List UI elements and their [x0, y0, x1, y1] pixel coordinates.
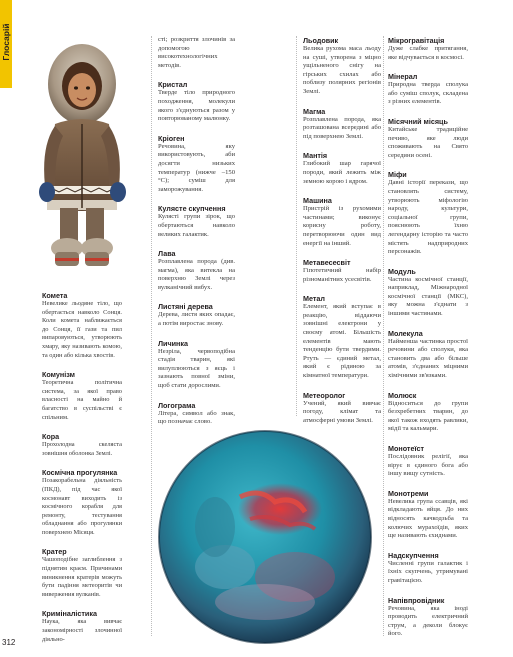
entry-definition: Невелика група ссавців, які відкладають яйця. До них відносять качкодзьба та колючих мурахоїдів, яких ще називають єхиднами.	[388, 497, 468, 540]
entry-term: Лава	[158, 249, 176, 259]
entry-term: Комунізм	[42, 370, 75, 380]
glossary-entry	[158, 302, 235, 328]
glossary-entry	[42, 609, 122, 644]
entry-term: Метал	[303, 294, 325, 304]
glossary-entry	[303, 151, 381, 186]
glossary-entry	[303, 258, 381, 284]
entry-term: Метеоролог	[303, 390, 346, 400]
glossary-entry	[388, 170, 468, 256]
entry-definition: Пристрій із рухомими частинами; виконує корисну роботу, перетворюючи один вид енергії на інший.	[303, 205, 381, 247]
entry-term: Кора	[42, 432, 60, 442]
glossary-entry	[42, 291, 122, 360]
glossary-entry	[303, 294, 381, 380]
glossary-entry	[42, 432, 122, 458]
page-number: 312	[2, 638, 16, 647]
entry-definition: Природна тверда сполука або суміш сполук, складена з різних елементів.	[388, 81, 468, 106]
glossary-entry	[158, 401, 235, 427]
glossary-entry	[158, 134, 235, 195]
child-photo	[27, 36, 137, 276]
glossary-entry	[388, 267, 468, 319]
entry-definition: Дуже слабке притягання, яке відчувається в космосі.	[388, 45, 468, 61]
entry-definition: Велика рухома маса льоду на суші, утворена з міцно ущільненого снігу на гірських схилах або поблизу полярних регіонів Землі.	[303, 45, 381, 95]
glossary-column-3	[303, 36, 381, 435]
glossary-entry	[388, 36, 468, 62]
entry-term: Місячний місяць	[388, 116, 448, 126]
glossary-entry	[303, 36, 381, 97]
entry-definition: Теоретична політична система, за якої право власності на майно й багатство в суспільстві є спільним.	[42, 379, 122, 421]
entry-term: Кратер	[42, 547, 67, 557]
glossary-entry	[303, 196, 381, 248]
entry-definition: Розплавлена порода (див. магма), яка витекла на поверхню Землі через вулканічний вибух.	[158, 258, 235, 291]
section-tab-label: Глосарій	[1, 23, 11, 61]
entry-term: Молекула	[388, 328, 423, 338]
entry-definition: Чашоподібне заглиблення з піднятим краєм. Причинами виникнення кратерів можуть бути падіння метеоритів чи вивержения вулканів.	[42, 556, 122, 598]
glossary-entry	[158, 36, 235, 70]
entry-definition: Літера, символ або знак, що позначає слово.	[158, 409, 235, 426]
entry-term: Космічна прогулянка	[42, 468, 118, 478]
entry-term: Листяні дерева	[158, 302, 213, 312]
entry-definition: Розплавлена порода, яка розташована всередині або під поверхнею Землі.	[303, 115, 381, 140]
entry-definition: Незріла, червоподібна стадія тварин, які вилуплюються з яєць і зазнають повної зміни, щоб стати дорослими.	[158, 347, 235, 390]
entry-definition: Дерева, листя яких опадає, а потім виростає знову.	[158, 311, 235, 328]
entry-term: Монотеїст	[388, 444, 424, 453]
entry-term: Метавесесвіт	[303, 258, 351, 268]
entry-term: Магма	[303, 106, 326, 116]
glossary-entry	[388, 551, 468, 586]
entry-term: Машина	[303, 196, 332, 206]
entry-definition: Речовина, яку використовують, аби досягти низьких температур (нижче –150 °С); суміш для заморожування.	[158, 142, 235, 193]
entry-definition: Кулясті групи зірок, що обертаються навколо великих галактик.	[158, 213, 235, 238]
entry-definition: Давні історії перекази, що становлять систему, утворюють міфологію народу, культури, соціальної групи, пояснюють їхню легендарну історію та часто містять надприродних персонажів.	[388, 179, 468, 256]
entry-term: Міфи	[388, 170, 407, 180]
entry-term: Мікрогравітація	[388, 36, 445, 45]
entry-definition: Численні групи галактик і їхніх скупчень, утримувані гравітацією.	[388, 559, 468, 584]
entry-term: Криміналістика	[42, 609, 97, 619]
entry-term: Льодовик	[303, 36, 339, 45]
entry-term: Надскупчення	[388, 550, 439, 560]
planet-image	[155, 427, 375, 647]
entry-definition: Елемент, який вступає в реакцію, віддаючи зовнішні електрони у своєму атомі. Більшість елементів мають тенденцію бути твердими. Ртуть — єдиний метал, який є рідиною за кімнатної температури.	[303, 303, 381, 380]
glossary-entry	[42, 547, 122, 599]
entry-term: Мінерал	[388, 72, 418, 82]
entry-definition: Учений, який вивчає погоду, клімат та атмосферні умови Землі.	[303, 399, 381, 424]
entry-definition: Глибокий шар гарячої породи, який лежить між земною корою і ядром.	[303, 160, 381, 185]
glossary-entry	[303, 391, 381, 426]
entry-term: Мантія	[303, 151, 328, 161]
glossary-entry	[303, 107, 381, 142]
entry-term: Монотреми	[388, 488, 429, 498]
entry-definition: Речовина, яка іноді проводить електричний струм, а деколи блокує його.	[388, 604, 468, 638]
entry-term: Кулясте скупчення	[158, 204, 226, 214]
entry-term: Кристал	[158, 80, 188, 90]
entry-term: Кріоген	[158, 133, 185, 143]
glossary-entry	[388, 329, 468, 381]
entry-definition: Відноситься до групи безхребетних тварин, до якої також входять равлики, мідії та кальмари.	[388, 399, 468, 433]
entry-term: Личинка	[158, 338, 188, 348]
glossary-entry	[388, 444, 468, 479]
glossary-entry	[388, 72, 468, 107]
entry-definition: Прохолодна скеляста зовнішня оболонка Землі.	[42, 441, 122, 457]
glossary-column-2	[158, 36, 235, 437]
entry-definition-continued: сті; розкриття злочинів за допомогою високотехнологічних методів.	[158, 36, 235, 69]
glossary-entry	[42, 370, 122, 422]
entry-definition: Наука, яка вивчає закономірності злочинної діяльно-	[42, 618, 122, 643]
entry-definition: Послідовник релігії, яка вірує в єдиного бога або іншу вищу сутність.	[388, 453, 468, 478]
glossary-column-4	[388, 36, 468, 649]
glossary-entry	[158, 204, 235, 239]
glossary-entry	[158, 80, 235, 123]
glossary-entry	[158, 249, 235, 292]
entry-term: Молюск	[388, 390, 417, 400]
entry-definition: Невелике льодяне тіло, що обертається навколо Сонця. Коли комета наближається до Сонця, її гази та пил випаровуються, утворюють хмару, яку називають комою, та один або кілька хвостів.	[42, 300, 122, 359]
entry-definition: Тверде тіло природного походження, молекули якого з'єднуються разом у повторюваному малюнку.	[158, 89, 235, 123]
entry-definition: Найменша частинка простої речовини або сполуки, яка становить два або більше атомів, з'єднаних міцними хімічними зв'язками.	[388, 337, 468, 380]
column-divider-1	[151, 36, 152, 636]
glossary-entry	[388, 489, 468, 541]
entry-term: Комета	[42, 291, 68, 300]
entry-definition: Китайське традиційне печиво, яке люди споживають на Свято середини осені.	[388, 125, 468, 159]
glossary-entry	[158, 339, 235, 391]
column-divider-3	[383, 36, 384, 636]
sidebar	[0, 0, 16, 657]
glossary-column-1	[42, 291, 122, 654]
glossary-entry	[388, 117, 468, 160]
glossary-entry	[388, 596, 468, 639]
entry-definition: Позакорабельна діяльність (ПКД), під час якої космонавт виходить із космічного корабля для ремонту, тестування обладнання або прогулянки поверхнею Місяця.	[42, 477, 122, 536]
entry-term: Модуль	[388, 266, 416, 276]
glossary-entry	[388, 391, 468, 434]
entry-definition: Частина космічної станції, наприклад, Міжнародної космічної станції (МКС), яку можна з'єднати з іншими частинами.	[388, 275, 468, 318]
entry-term: Логограма	[158, 400, 196, 410]
entry-definition: Гіпотетичний набір різноманітних усесвітів.	[303, 267, 381, 283]
glossary-entry	[42, 468, 122, 537]
entry-term: Напівпровідник	[388, 595, 445, 605]
column-divider-2	[296, 36, 297, 416]
